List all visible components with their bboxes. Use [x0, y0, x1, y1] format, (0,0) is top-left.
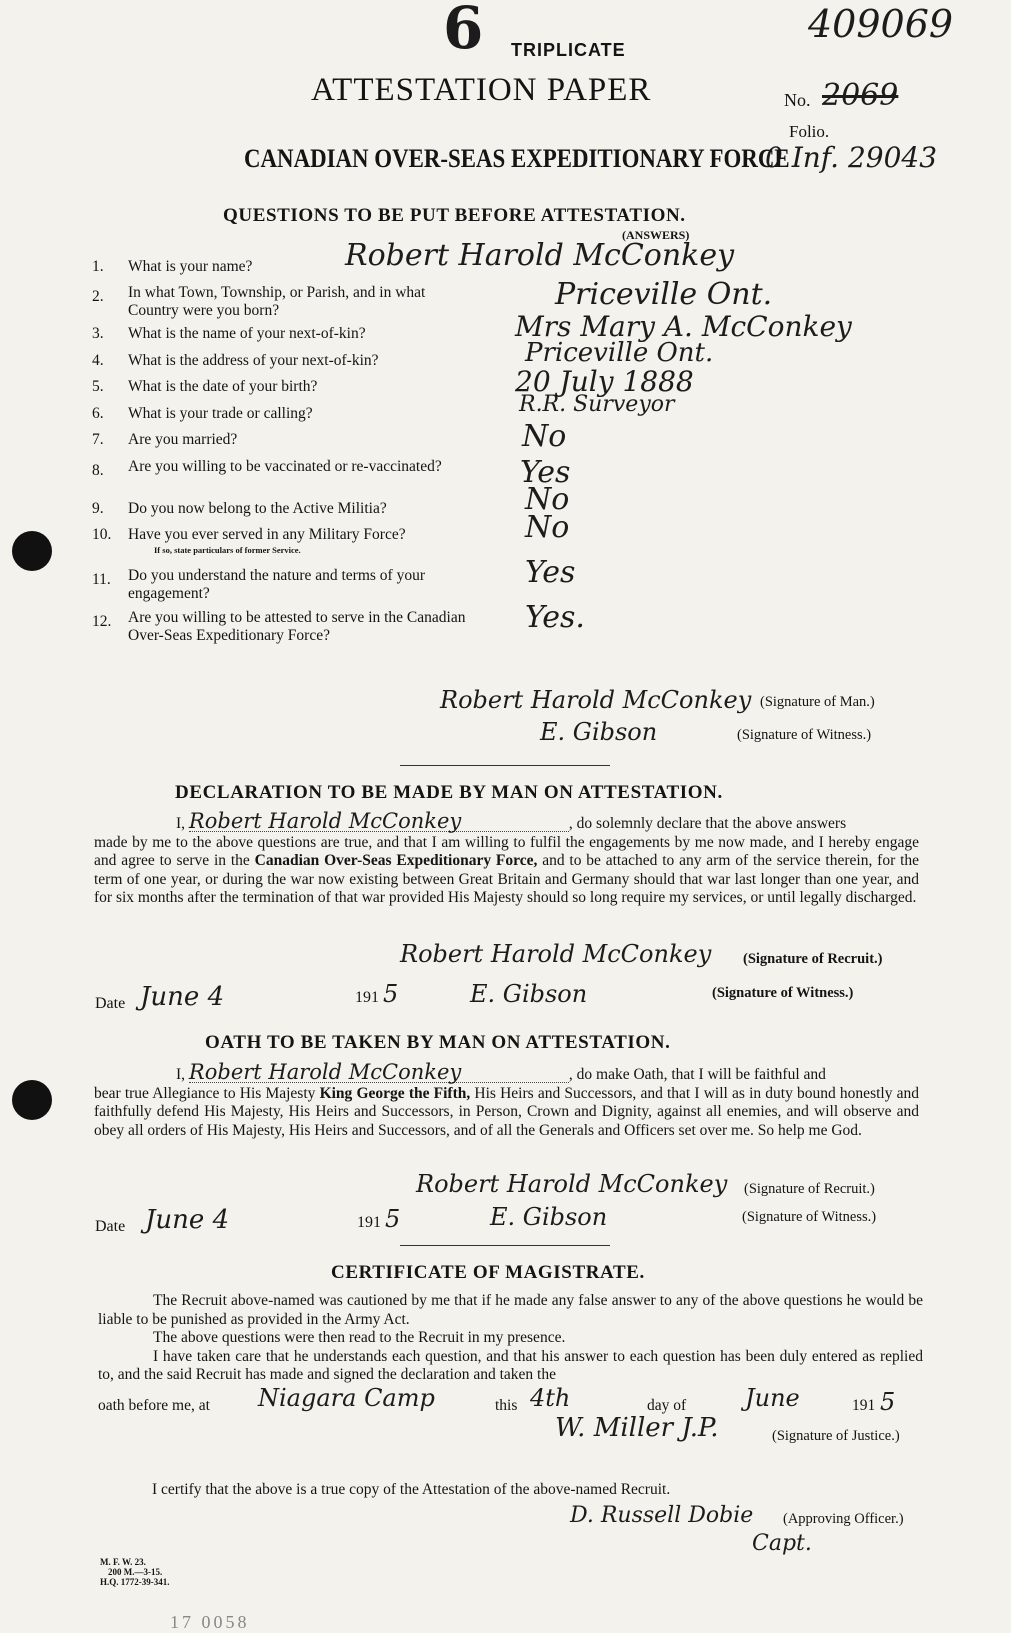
- oath-first-line: [94, 1060, 919, 1085]
- certificate-true-copy: I certify that the above is a true copy of the Attestation of the above-named Recruit.: [152, 1481, 671, 1498]
- certificate-place: Niagara Camp: [258, 1384, 435, 1412]
- answer-6: R.R. Surveyor: [519, 392, 675, 417]
- question-text: What is your trade or calling?: [128, 405, 313, 422]
- question-text: Do you now belong to the Active Militia?: [128, 500, 387, 517]
- answer-11: Yes: [525, 555, 576, 590]
- form-code-2: 200 M.—3-15.: [108, 1567, 163, 1577]
- oath-name: Robert Harold McConkey: [189, 1063, 569, 1083]
- certificate-p2: The above questions were then read to the Recruit in my presence.: [153, 1329, 566, 1347]
- oath-i: I,: [176, 1066, 186, 1083]
- declaration-date-value: June 4: [140, 982, 225, 1012]
- questions-heading: QUESTIONS TO BE PUT BEFORE ATTESTATION.: [223, 205, 686, 226]
- answer-10: No: [525, 510, 570, 545]
- justice-signature: W. Miller J.P.: [555, 1413, 719, 1443]
- question-note: If so, state particulars of former Service.: [154, 545, 301, 555]
- folio-value: 0 Inf. 29043: [765, 141, 938, 174]
- certificate-year-prefix: 191: [852, 1397, 876, 1414]
- certificate-year-digit: 5: [880, 1388, 896, 1416]
- form-code-3: H.Q. 1772-39-341.: [100, 1577, 170, 1587]
- certificate-block: [98, 1292, 923, 1385]
- question-text: What is the address of your next-of-kin?: [128, 352, 379, 369]
- question-number: 3.: [92, 325, 104, 342]
- question-number: 7.: [92, 431, 104, 448]
- signature-of-man-label: (Signature of Man.): [760, 694, 875, 710]
- certificate-heading: CERTIFICATE OF MAGISTRATE.: [331, 1262, 645, 1283]
- question-number: 9.: [92, 500, 104, 517]
- declaration-heading: DECLARATION TO BE MADE BY MAN ON ATTESTATION.: [175, 782, 723, 803]
- form-code-1: M. F. W. 23.: [100, 1557, 146, 1567]
- question-text: Do you understand the nature and terms of your engagement?: [128, 567, 426, 602]
- oath-heading: OATH TO BE TAKEN BY MAN ON ATTESTATION.: [205, 1032, 671, 1053]
- question-number: 5.: [92, 378, 104, 395]
- question-number: 8.: [92, 462, 104, 479]
- answer-1: Robert Harold McConkey: [345, 238, 735, 273]
- oath-body-1: bear true Allegiance to His Majesty: [94, 1084, 320, 1102]
- answer-8: Yes: [520, 455, 571, 490]
- approving-officer-label: (Approving Officer.): [783, 1511, 904, 1527]
- question-text: In what Town, Township, or Parish, and in what Country were you born?: [128, 284, 426, 319]
- declaration-body: [94, 834, 919, 908]
- question-number: 4.: [92, 352, 104, 369]
- declaration-signature-witness: E. Gibson: [470, 980, 588, 1008]
- declaration-signature-recruit-label: (Signature of Recruit.): [743, 951, 883, 967]
- justice-signature-label: (Signature of Justice.): [772, 1428, 900, 1444]
- oath-body-2: His Heirs and Successors, and that I will as in duty bound honestly and faithfully defend His Majesty, His Heirs and Successors, in Person, Crown and Dignity, against all enemies, and will observe and obey all orders of His Majesty, His Heirs and Successors, and of all the Generals and Officers set over me. So help me God.: [94, 1084, 920, 1139]
- oath-year-digit: 5: [385, 1205, 401, 1233]
- divider-2: [400, 1245, 610, 1246]
- certificate-this: this: [495, 1397, 518, 1414]
- declaration-i: I,: [176, 815, 186, 832]
- no-label: No.: [784, 90, 811, 110]
- declaration-signature-witness-label: (Signature of Witness.): [712, 985, 854, 1001]
- oath-signature-witness: E. Gibson: [490, 1203, 608, 1231]
- signature-of-witness-1-label: (Signature of Witness.): [737, 727, 872, 743]
- certificate-p1: The Recruit above-named was cautioned by me that if he made any false answer to any of the above questions he would be liable to be punished as provided in the Army Act.: [98, 1292, 923, 1328]
- regimental-number-handwritten: 409069: [808, 2, 954, 46]
- question-text: Are you willing to be vaccinated or re-vaccinated?: [128, 458, 442, 475]
- punch-hole-upper: [12, 531, 52, 571]
- oath-signature-recruit: Robert Harold McConkey: [416, 1170, 728, 1198]
- declaration-year-digit: 5: [383, 980, 399, 1008]
- archive-stamp: 17 0058: [170, 1612, 250, 1632]
- question-text: Are you married?: [128, 431, 238, 448]
- oath-before-label: oath before me, at: [98, 1397, 210, 1414]
- signature-of-witness-1: E. Gibson: [540, 718, 658, 746]
- answer-2: Priceville Ont.: [555, 277, 773, 312]
- folio-label: Folio.: [789, 122, 830, 141]
- answer-9: No: [525, 482, 570, 517]
- oath-signature-witness-label: (Signature of Witness.): [742, 1209, 877, 1225]
- declaration-block: [94, 809, 920, 908]
- certificate-day-value: 4th: [530, 1384, 571, 1412]
- answer-4: Priceville Ont.: [525, 338, 714, 368]
- declaration-name: Robert Harold McConkey: [189, 812, 569, 832]
- question-number: 1.: [92, 258, 104, 275]
- declaration-body-2: and to be attached to any arm of the service therein, for the term of one year, or during the war now existing between Great Britain and Germany should that war last longer than one year, and for six months after the termination of that war provided His Majesty should so long require my services, or until legally discharged.: [94, 852, 920, 907]
- form-codes: [100, 1557, 170, 1587]
- oath-block: [94, 1060, 920, 1140]
- answers-label: (ANSWERS): [622, 228, 690, 242]
- declaration-first-line-rest: , do solemnly declare that the above answers: [568, 815, 847, 832]
- oath-body: [94, 1085, 919, 1141]
- question-number: 11.: [92, 571, 111, 588]
- declaration-date-label: Date: [95, 995, 126, 1012]
- answer-7: No: [522, 419, 567, 454]
- answer-12: Yes.: [525, 600, 585, 635]
- question-number: 10.: [92, 526, 112, 543]
- question-text: What is the date of your birth?: [128, 378, 318, 395]
- oath-date-label: Date: [95, 1218, 126, 1235]
- stamp-number: 6: [443, 0, 484, 62]
- no-value: 2069: [822, 78, 899, 113]
- page-title: ATTESTATION PAPER: [311, 72, 652, 108]
- certificate-p3: I have taken care that he understands each question, and that his answer to each question has been duly entered as replied to, and the said Recruit has made and signed the declaration and taken the: [98, 1347, 923, 1384]
- question-text: Are you willing to be attested to serve in the Canadian Over-Seas Expeditionary Force?: [128, 609, 466, 644]
- triplicate-stamp: TRIPLICATE: [511, 40, 626, 60]
- approving-officer-signature: D. Russell Dobie: [570, 1503, 754, 1528]
- answer-5: 20 July 1888: [515, 365, 694, 398]
- declaration-year-prefix: 191: [355, 989, 379, 1006]
- declaration-body-bold: Canadian Over-Seas Expeditionary Force,: [254, 852, 538, 870]
- punch-hole-lower: [12, 1080, 52, 1120]
- declaration-body-1: made by me to the above questions are true, and that I am willing to fulfil the engagements by me now made, and I hereby engage and agree to serve in the: [94, 833, 919, 870]
- approving-officer-rank: Capt.: [752, 1531, 812, 1556]
- declaration-signature-recruit: Robert Harold McConkey: [400, 940, 712, 968]
- oath-signature-recruit-label: (Signature of Recruit.): [744, 1181, 875, 1197]
- signature-of-man: Robert Harold McConkey: [440, 686, 752, 714]
- oath-year-prefix: 191: [357, 1214, 381, 1231]
- certificate-month: June: [745, 1384, 800, 1412]
- force-heading: CANADIAN OVER-SEAS EXPEDITIONARY FORCE: [244, 144, 790, 173]
- divider-1: [400, 765, 610, 766]
- oath-date-value: June 4: [145, 1205, 230, 1235]
- question-number: 6.: [92, 405, 104, 422]
- question-text: What is the name of your next-of-kin?: [128, 325, 366, 342]
- question-text: What is your name?: [128, 258, 253, 275]
- question-text: Have you ever served in any Military Force?: [128, 526, 406, 543]
- question-number: 2.: [92, 288, 104, 305]
- answer-3: Mrs Mary A. McConkey: [515, 310, 852, 343]
- oath-body-bold: King George the Fifth,: [319, 1084, 471, 1102]
- declaration-first-line: [94, 809, 919, 834]
- oath-first-line-rest: , do make Oath, that I will be faithful and: [568, 1066, 826, 1083]
- certificate-day-of: day of: [647, 1397, 687, 1414]
- question-number: 12.: [92, 613, 112, 630]
